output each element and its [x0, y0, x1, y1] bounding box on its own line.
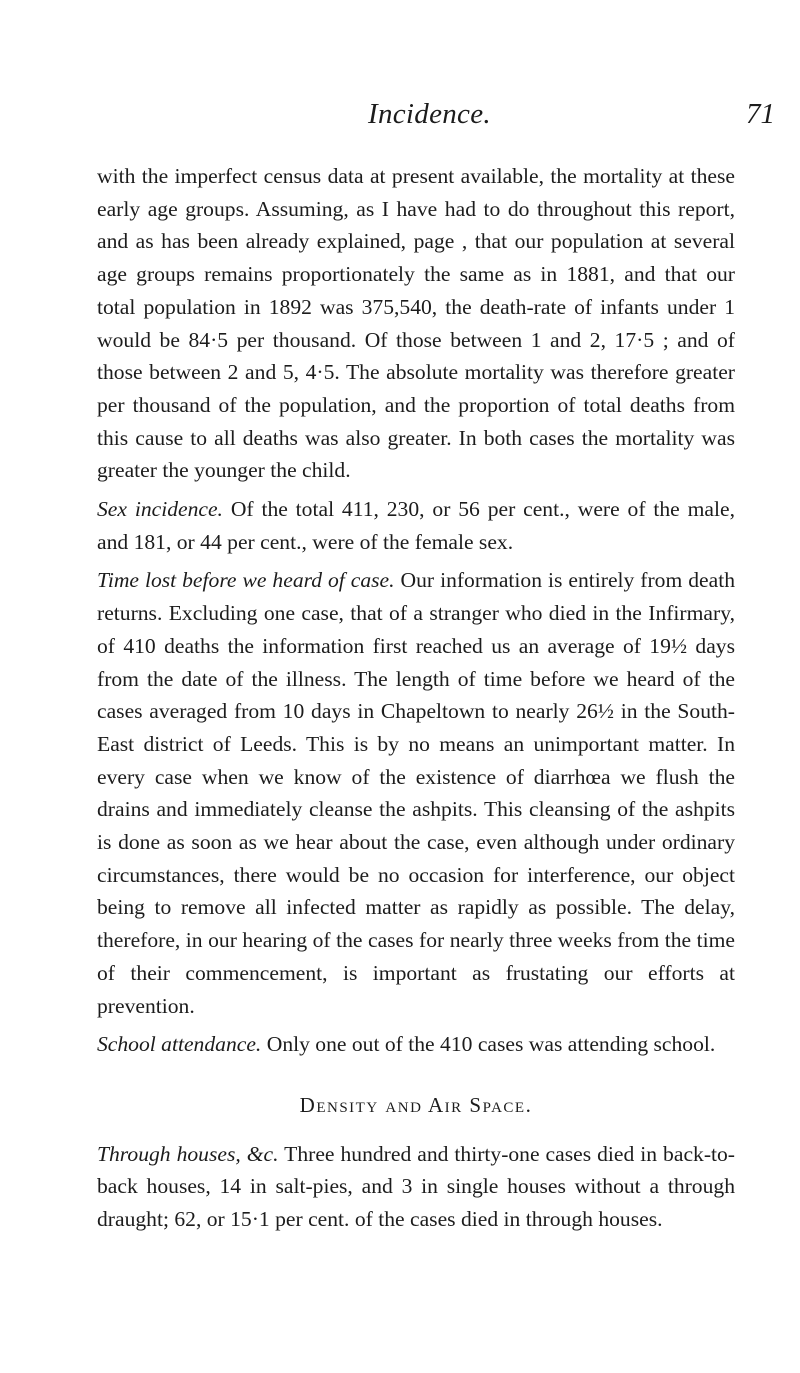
paragraph-lead: Through houses, &c. — [97, 1141, 279, 1166]
page-body — [97, 160, 735, 1242]
paragraph-lead: Time lost before we heard of case. — [97, 568, 395, 593]
paragraph-time-lost — [97, 564, 735, 1022]
paragraph-text: Three hundred and thirty-one cases died in back-to-back houses, 14 in salt-pies, and 3 in single houses without a through draught; 62, or 15·1 per cent. of the cases died in through houses. — [97, 1141, 736, 1232]
paragraph-text: Our information is entirely from death returns. Excluding one case, that of a stranger who died in the Infirmary, of 410 deaths the information first reached us an average of 19½ days from the date of the illness. The length of time before we heard of the cases averaged from 10 days in Chapeltown to nearly 26½ in the South-East district of Leeds. This is by no means an unimportant matter. In every case when we know of the existence of diarrhœa we flush the drains and immediately cleanse the ashpits. This cleansing of the ashpits is done as soon as we hear about the case, even although under ordinary circumstances, there would be no occasion for interference, our object being to remove all infected matter as rapidly as possible. The delay, therefore, in our hearing of the cases for nearly three weeks from the time of their commencement, is important as frustating our efforts at prevention. — [97, 568, 736, 1018]
page-header — [0, 98, 800, 158]
paragraph-through-houses — [97, 1138, 735, 1236]
paragraph-text: Only one out of the 410 cases was attending school. — [266, 1032, 716, 1057]
paragraph-school-attendance — [97, 1028, 735, 1061]
paragraph-lead: School attendance. — [97, 1032, 262, 1057]
paragraph-sex-incidence — [97, 493, 735, 558]
paragraph-mortality — [97, 160, 735, 487]
paragraph-lead: Sex incidence. — [97, 497, 223, 522]
paragraph-text: Of the total 411, 230, or 56 per cent., were of the male, and 181, or 44 per cent., were of the female sex. — [97, 497, 735, 554]
page-number: 71 — [746, 98, 775, 130]
paragraph-text: with the imperfect census data at present available, the mortality at these early age groups. Assuming, as I have had to do throughout this report, and as has been already explained, page , that our population at several age groups remains proportionately the same as in 1881, and that our total population in 1892 was 375,540, the death-rate of infants under 1 would be 84·5 per thousand. Of those between 1 and 2, 17·5 ; and of those between 2 and 5, 4·5. The absolute mortality was therefore greater per thousand of the population, and the proportion of total deaths from this cause to all deaths was also greater. In both cases the mortality was greater the younger the child. — [97, 164, 735, 483]
section-heading: Density and Air Space. — [299, 1092, 533, 1117]
running-title: Incidence. — [368, 98, 491, 130]
